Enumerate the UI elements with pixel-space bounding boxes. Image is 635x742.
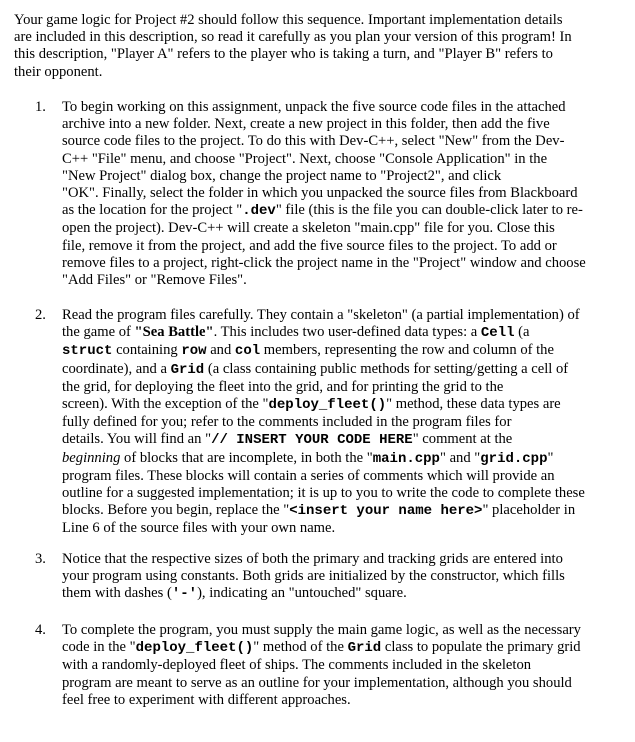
bold-text: "Sea Battle" [134, 324, 214, 341]
text-run: details. You will find an " [62, 431, 212, 448]
intro-line: their opponent. [14, 63, 103, 80]
code-text: main.cpp [372, 450, 440, 467]
text-line: To complete the program, you must supply the main game logic, as well as the necessary [62, 622, 581, 638]
text-run: ), indicating an "untouched" square. [197, 585, 407, 602]
text-line: with a randomly-deployed fleet of ships. The comments included in the skeleton [62, 657, 532, 674]
code-text: Cell [480, 325, 515, 342]
text-line [62, 502, 617, 520]
intro-paragraph [14, 12, 626, 81]
text-line: C++ "File" menu, and choose "Project". Next, choose "Console Application" in the [62, 150, 548, 167]
list-item-1 [35, 99, 617, 289]
text-run: (a [514, 324, 530, 341]
code-text: deploy_fleet() [135, 640, 254, 657]
intro-line: Your game logic for Project #2 should follow this sequence. Important implementation details [14, 12, 563, 28]
text-run: coordinate), and a [62, 360, 171, 377]
code-text: // INSERT YOUR CODE HERE [211, 432, 413, 449]
text-run: " file (this is the file you can double-click later to re- [275, 202, 583, 219]
text-line [62, 639, 617, 657]
text-line: To begin working on this assignment, unpack the five source code files in the attached [62, 99, 566, 115]
code-text: Grid [347, 640, 382, 657]
text-run: " placeholder in [482, 502, 576, 519]
text-line: open the project). Dev-C++ will create a skeleton "main.cpp" file for you. Close this [62, 220, 555, 237]
text-line: your program using constants. Both grids are initialized by the constructor, which fills [62, 568, 565, 585]
code-text: .dev [242, 203, 276, 220]
text-line: fully defined for you; refer to the comments included in the program files for [62, 414, 512, 431]
text-line [62, 585, 617, 603]
text-line: "Add Files" or "Remove Files". [62, 272, 247, 289]
text-line: the grid, for deploying the fleet into the grid, and for printing the grid to the [62, 378, 504, 395]
text-line: outline for a suggested implementation; it is up to you to write the code to complete these [62, 485, 585, 502]
code-text: struct [62, 343, 113, 360]
text-line: "OK". Finally, select the folder in which you unpacked the source files from Blackboard [62, 185, 578, 202]
list-item-number: 1. [35, 99, 46, 115]
text-line [62, 202, 617, 220]
text-line: source code files to the project. To do this with Dev-C++, select "New" from the Dev- [62, 133, 565, 150]
text-line: feel free to experiment with different approaches. [62, 691, 351, 708]
text-run: " method, these data types are [386, 396, 561, 413]
code-text: Grid [170, 361, 205, 378]
text-line [62, 450, 617, 468]
code-text: '-' [171, 586, 198, 603]
list-item-body [62, 551, 617, 604]
text-run: and [206, 342, 235, 359]
text-line [62, 342, 617, 360]
text-run: " and " [439, 449, 481, 466]
code-text: col [234, 343, 261, 360]
text-line: file, remove it from the project, and add the five source files to the project. To add or [62, 237, 557, 254]
code-text: row [181, 343, 207, 360]
text-line: program files. These blocks will contain a series of comments which will provide an [62, 467, 555, 484]
list-item-number: 2. [35, 307, 46, 323]
list-item-2 [35, 307, 617, 538]
text-line: archive into a new folder. Next, create a new project in this folder, then add the five [62, 116, 550, 133]
text-line: remove files to a project, right-click the project name in the "Project" window and choose [62, 254, 586, 271]
list-item-body [62, 622, 617, 709]
text-run: the game of [62, 324, 135, 341]
intro-line: this description, "Player A" refers to the player who is taking a turn, and "Player B" refers to [14, 46, 553, 63]
text-run: (a class containing public methods for setting/getting a cell of [204, 360, 569, 377]
text-run: members, representing the row and column of the [260, 342, 554, 359]
text-line [62, 396, 617, 414]
list-item-4 [35, 622, 617, 709]
text-line: program are meant to serve as an outline for your implementation, although you should [62, 674, 572, 691]
text-run: them with dashes ( [62, 585, 172, 602]
text-run: of blocks that are incomplete, in both the " [120, 449, 373, 466]
italic-text: beginning [62, 449, 121, 466]
text-line: Notice that the respective sizes of both the primary and tracking grids are entered into [62, 551, 563, 567]
text-line [62, 361, 617, 379]
list-item-number: 4. [35, 622, 46, 638]
text-line: "New Project" dialog box, change the project name to "Project2", and click [62, 167, 502, 184]
text-line [62, 431, 617, 449]
code-text: grid.cpp [480, 450, 548, 467]
text-line [62, 324, 617, 342]
text-run: class to populate the primary grid [381, 639, 581, 656]
code-text: deploy_fleet() [268, 397, 387, 414]
text-run: containing [112, 342, 182, 359]
text-run: " comment at the [412, 431, 513, 448]
text-line: Read the program files carefully. They contain a "skeleton" (a partial implementation) of [62, 307, 580, 323]
list-item-body [62, 99, 617, 289]
text-run: blocks. Before you begin, replace the " [62, 502, 290, 519]
text-line: Line 6 of the source files with your own name. [62, 520, 336, 537]
code-text: <insert your name here> [289, 503, 483, 520]
text-run: . This includes two user-defined data types: a [213, 324, 481, 341]
text-run: code in the " [62, 639, 136, 656]
list-item-3 [35, 551, 617, 604]
list-item-number: 3. [35, 551, 46, 567]
list-item-body [62, 307, 617, 538]
text-run: " [547, 449, 554, 466]
text-run: screen). With the exception of the " [62, 396, 269, 413]
intro-line: are included in this description, so read it carefully as you plan your version of this program! In [14, 29, 572, 46]
text-run: " method of the [253, 639, 348, 656]
text-run: as the location for the project " [62, 202, 243, 219]
